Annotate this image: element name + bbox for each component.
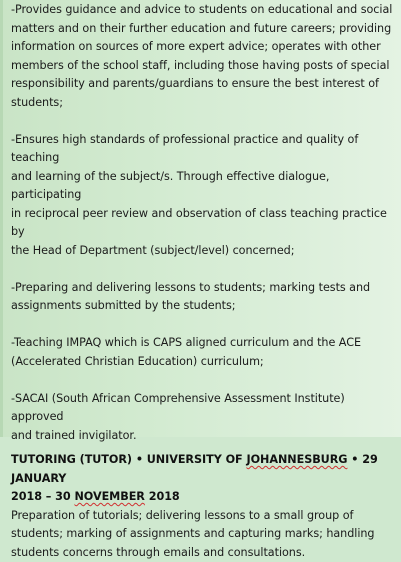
document-content — [11, 1, 395, 562]
job-dates-year: 2018 — [145, 490, 180, 503]
job-dates-part: 2018 – 30 — [11, 490, 74, 503]
paragraph-spacer — [11, 112, 395, 131]
job-description: Preparation of tutorials; delivering lessons to a small group of students; marking of assignments and capturing marks; handling students concerns through emails and consultations. — [11, 507, 395, 562]
paragraph-spacer — [11, 260, 395, 279]
duty-paragraph-lessons: -Preparing and delivering lessons to students; marking tests and assignments submitted by the students; — [11, 279, 395, 316]
job-title-university-word: JOHANNESBURG — [246, 453, 347, 466]
page-edge — [0, 0, 3, 437]
paragraph-spacer — [11, 371, 395, 390]
duty-paragraph-curriculum: -Teaching IMPAQ which is CAPS aligned curriculum and the ACE (Accelerated Christian Education) curriculum; — [11, 334, 395, 371]
job-title-date-start: • 29 JANUARY — [11, 453, 378, 485]
job-title-part: TUTORING (TUTOR) • UNIVERSITY OF — [11, 453, 246, 466]
duty-paragraph-invigilator: -SACAI (South African Comprehensive Assessment Institute) approved and trained invigilator. — [11, 390, 395, 446]
job-title-heading — [11, 451, 395, 507]
duty-paragraph-guidance: -Provides guidance and advice to students on educational and social matters and on their further education and future careers; providing information on sources of more expert advice; operates with other members of the school staff, including those having posts of special responsibility and parents/guardians to ensure the best interest of students; — [11, 1, 395, 112]
duty-paragraph-standards: -Ensures high standards of professional practice and quality of teaching and learning of the subject/s. Through effective dialogue, participating in reciprocal peer review and observation of class teaching practice by the Head of Department (subject/level) concerned; — [11, 131, 395, 261]
paragraph-spacer — [11, 316, 395, 335]
job-dates-month-word: NOVEMBER — [74, 490, 144, 503]
